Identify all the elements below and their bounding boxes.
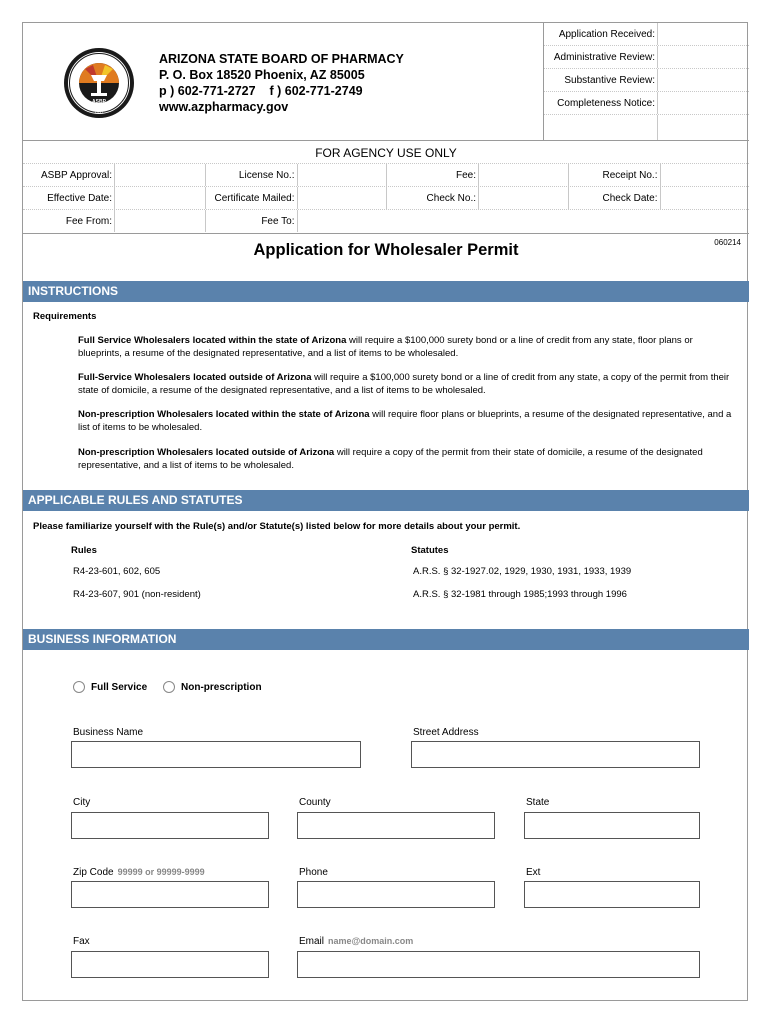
rule-item: R4-23-607, 901 (non-resident) — [73, 589, 201, 600]
instruction-item: Non-prescription Wholesalers located within the state of Arizona will require floor plans or blueprints, a resume of the designated representative, and a list of items to be wholesaled. — [78, 409, 732, 433]
statutes-column-header: Statutes — [411, 545, 449, 556]
agency-row-2 — [23, 186, 749, 209]
phone-field[interactable] — [297, 881, 495, 908]
ext-label: Ext — [526, 867, 541, 878]
zip-label: Zip Code 99999 or 99999-9999 — [73, 867, 205, 878]
business-info-heading: BUSINESS INFORMATION — [23, 629, 749, 650]
radio-full-service[interactable]: Full Service — [73, 681, 147, 693]
review-blank-field[interactable] — [657, 115, 749, 140]
completeness-notice-field[interactable] — [657, 92, 749, 114]
phone-label: Phone — [299, 867, 328, 878]
rules-column-header: Rules — [71, 545, 97, 556]
form-title: Application for Wholesaler Permit — [253, 241, 519, 259]
substantive-review-field[interactable] — [657, 69, 749, 91]
svg-text:1917: 1917 — [94, 109, 104, 114]
state-field[interactable] — [524, 812, 700, 839]
fee-field[interactable] — [478, 164, 568, 186]
license-no-label: License No.: — [238, 170, 295, 181]
receipt-no-field[interactable] — [660, 164, 750, 186]
statute-item: A.R.S. § 32-1981 through 1985;1993 through 1996 — [413, 589, 627, 600]
application-received-row: Application Received: — [544, 23, 749, 46]
street-address-label: Street Address — [413, 727, 479, 738]
instruction-item: Full Service Wholesalers located within the state of Arizona will require a $100,000 surety bond or a line of credit from any state, floor plans or blueprints, a resume of the designated representative, and a list of items to be wholesaled. — [78, 335, 693, 359]
check-no-field[interactable] — [478, 187, 568, 209]
agency-use-title: FOR AGENCY USE ONLY — [315, 146, 457, 160]
street-address-field[interactable] — [411, 741, 700, 768]
fee-from-field[interactable] — [114, 210, 205, 232]
review-status-box — [543, 23, 749, 141]
fee-label: Fee: — [455, 170, 476, 181]
asbp-approval-label: ASBP Approval: — [41, 170, 112, 181]
check-date-label: Check Date: — [602, 193, 658, 204]
effective-date-label: Effective Date: — [47, 193, 112, 204]
board-address: P. O. Box 18520 Phoenix, AZ 85005 — [159, 68, 365, 82]
board-website[interactable]: www.azpharmacy.gov — [159, 100, 289, 114]
radio-circle-icon[interactable] — [73, 681, 85, 693]
agency-use-section — [23, 141, 749, 234]
board-contact-block — [159, 51, 404, 115]
ext-field[interactable] — [524, 881, 700, 908]
completeness-notice-row: Completeness Notice: — [544, 92, 749, 115]
radio-non-prescription[interactable]: Non-prescription — [163, 681, 262, 693]
check-no-label: Check No.: — [426, 193, 476, 204]
radio-circle-icon[interactable] — [163, 681, 175, 693]
form-code: 060214 — [714, 238, 741, 247]
rule-item: R4-23-601, 602, 605 — [73, 566, 161, 577]
substantive-review-row: Substantive Review: — [544, 69, 749, 92]
fax-label: Fax — [73, 936, 90, 947]
form-header — [23, 23, 749, 141]
county-field[interactable] — [297, 812, 495, 839]
fee-to-field[interactable] — [297, 210, 387, 232]
instructions-heading: INSTRUCTIONS — [23, 281, 749, 302]
check-date-field[interactable] — [660, 187, 750, 209]
rules-statutes-heading: APPLICABLE RULES AND STATUTES — [23, 490, 749, 511]
zip-hint: 99999 or 99999-9999 — [117, 867, 205, 877]
application-received-field[interactable] — [657, 23, 749, 45]
administrative-review-field[interactable] — [657, 46, 749, 68]
agency-row-1 — [23, 163, 749, 186]
review-blank-row — [544, 115, 749, 140]
email-field[interactable] — [297, 951, 700, 978]
zip-field[interactable] — [71, 881, 269, 908]
asbp-approval-field[interactable] — [114, 164, 205, 186]
asbp-seal-icon — [63, 47, 135, 119]
business-name-field[interactable] — [71, 741, 361, 768]
administrative-review-row: Administrative Review: — [544, 46, 749, 69]
application-form-page — [22, 22, 748, 1001]
fee-from-label: Fee From: — [65, 216, 112, 227]
svg-text:ASBP: ASBP — [92, 99, 106, 105]
rules-intro: Please familiarize yourself with the Rule(s) and/or Statute(s) listed below for more details about your permit. — [33, 521, 521, 532]
board-phone-fax: p ) 602-771-2727 f ) 602-771-2749 — [159, 84, 363, 98]
requirements-label: Requirements — [33, 311, 97, 322]
effective-date-field[interactable] — [114, 187, 205, 209]
license-no-field[interactable] — [297, 164, 387, 186]
state-label: State — [526, 797, 550, 808]
certificate-mailed-label: Certificate Mailed: — [214, 193, 295, 204]
statute-item: A.R.S. § 32-1927.02, 1929, 1930, 1931, 1933, 1939 — [413, 566, 632, 577]
board-name: ARIZONA STATE BOARD OF PHARMACY — [159, 52, 404, 66]
email-label: Email name@domain.com — [299, 936, 414, 947]
certificate-mailed-field[interactable] — [297, 187, 387, 209]
county-label: County — [299, 797, 331, 808]
fee-to-label: Fee To: — [261, 216, 295, 227]
business-name-label: Business Name — [73, 727, 144, 738]
email-hint: name@domain.com — [328, 936, 414, 946]
receipt-no-label: Receipt No.: — [602, 170, 658, 181]
fax-field[interactable] — [71, 951, 269, 978]
instruction-item: Full-Service Wholesalers located outside of Arizona will require a $100,000 surety bond or a line of credit from any state, a copy of the permit from their state of domicile, a resume of the designated representative, and a list of items to be wholesaled. — [78, 372, 730, 396]
agency-row-3 — [23, 209, 749, 232]
city-label: City — [73, 797, 91, 808]
instruction-item: Non-prescription Wholesalers located outside of Arizona will require a copy of the permit from their state of domicile, a resume of the designated representative, and a list of items to be wholesaled. — [78, 447, 703, 471]
city-field[interactable] — [71, 812, 269, 839]
